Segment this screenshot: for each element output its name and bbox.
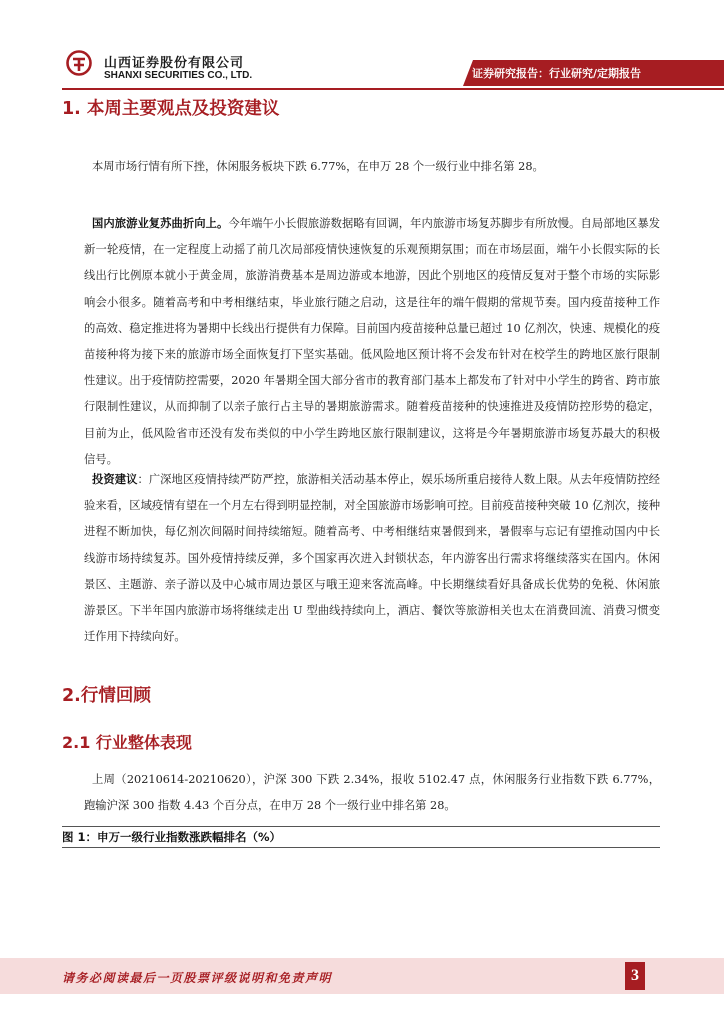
page-header <box>0 0 724 100</box>
paragraph-3-lead: 投资建议 <box>92 473 138 486</box>
section-2-1-paragraph: 上周（20210614-20210620），沪深 300 下跌 2.34%，报收 5102.47 点，休闲服务行业指数下跌 6.77%，跑输沪深 300 指数 4.43 个百分点，在申万 28 个一级行业中排名第 28。 <box>84 773 660 813</box>
paragraph-2-lead: 国内旅游业复苏曲折向上。 <box>92 217 229 230</box>
section-1-paragraph-1: 本周市场行情有所下挫，休闲服务板块下跌 6.77%，在申万 28 个一级行业中排名第 28。 <box>92 160 544 173</box>
footer-disclaimer: 请务必阅读最后一页股票评级说明和免责声明 <box>62 971 333 985</box>
section-1-heading: 1. 本周主要观点及投资建议 <box>62 99 280 119</box>
section-2-1-heading: 2.1 行业整体表现 <box>62 733 192 752</box>
report-type-label: 证券研究报告：行业研究/定期报告 <box>472 67 642 80</box>
paragraph-3-body: ：广深地区疫情持续严防严控，旅游相关活动基本停止，娱乐场所重启接待人数上限。从去年疫情防控经验来看，区域疫情有望在一个月左右得到明显控制，对全国旅游市场影响可控。目前疫苗接种突破 10 亿剂次，接种进程不断加快，每亿剂次间隔时间持续缩短。随着高考、中考相继结束暑假到来，暑假率与忘记有望推动国内中长线游市场持续复苏。国外疫情持续反弹，多个国家再次进入封锁状态，年内游客出行需求将继续落实在国内。休闲景区、主题游、亲子游以及中心城市周边景区与哦王迎来客流高峰。中长期继续看好具备成长优势的免税、休闲旅游景区。下半年国内旅游市场将继续走出 U 型曲线持续向上，酒店、餐饮等旅游相关也太在消费回流、消费习惯变迁作用下持续向好。 <box>84 473 660 644</box>
section-2-heading: 2.行情回顾 <box>62 686 151 706</box>
header-divider <box>62 88 724 90</box>
section-1-paragraph-2 <box>84 211 660 473</box>
company-name-cn: 山西证券股份有限公司 <box>104 56 245 71</box>
page-number: 3 <box>625 962 645 990</box>
figure-1-caption: 图 1：申万一级行业指数涨跌幅排名（%） <box>62 826 660 848</box>
company-logo-icon <box>66 50 92 76</box>
company-name-en: SHANXI SECURITIES CO., LTD. <box>104 70 253 81</box>
section-1-paragraph-3 <box>84 467 660 650</box>
paragraph-2-body: 今年端午小长假旅游数据略有回调，年内旅游市场复苏脚步有所放慢。自局部地区暴发新一轮疫情，在一定程度上动摇了前几次局部疫情快速恢复的乐观预期氛围；而在市场层面，端午小长假实际的长线出行比例原本就小于黄金周，旅游消费基本是周边游或本地游，因此个别地区的疫情反复对于整个市场的实际影响会小很多。随着高考和中考相继结束，毕业旅行随之启动，这是往年的端午假期的常规节奏。国内疫苗接种工作的高效、稳定推进将为暑期中长线出行提供有力保障。目前国内疫苗接种总量已超过 10 亿剂次，快速、规模化的疫苗接种将为接下来的旅游市场全面恢复打下坚实基础。低风险地区预计将不会发布针对在校学生的跨地区旅行限制性建议。出于疫情防控需要，2020 年暑期全国大部分省市的教育部门基本上都发布了针对中小学生的跨省、跨市旅行限制性建议，从而抑制了以亲子旅行占主导的暑期旅游需求。随着疫苗接种的快速推进及疫情防控形势的稳定，目前为止，低风险省市还没有发布类似的中小学生跨地区旅行限制建议，这将是今年暑期旅游市场复苏最大的积极信号。 <box>84 217 660 466</box>
